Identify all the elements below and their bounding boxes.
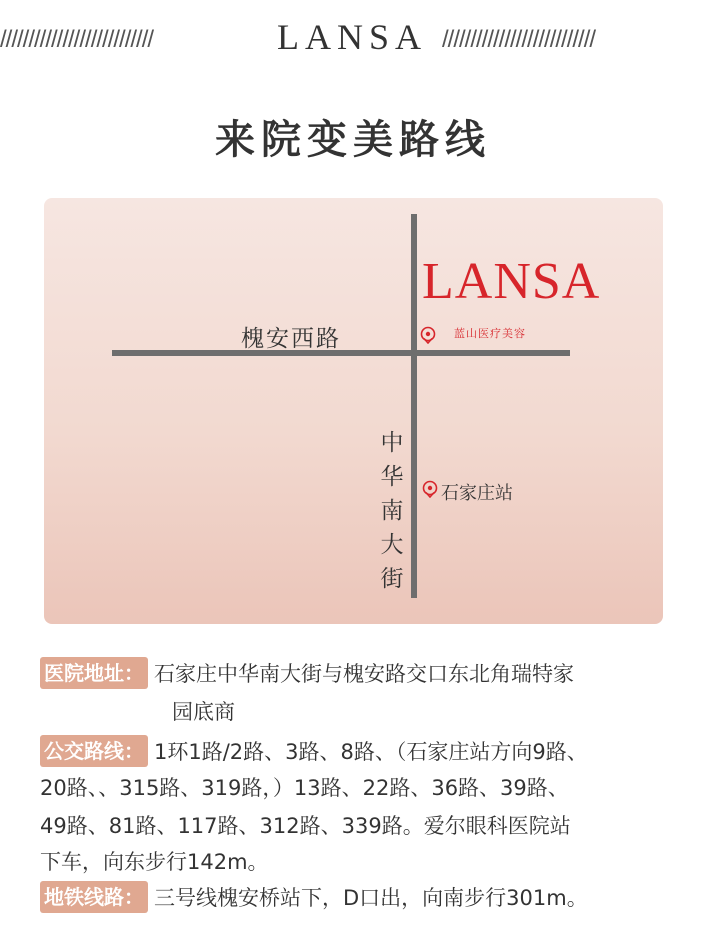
- bus-line-3: 49路、81路、117路、312路、339路。爱尔眼科医院站: [40, 814, 571, 838]
- hospital-logo-text: LANSA: [422, 253, 601, 310]
- subway-row: [40, 880, 588, 916]
- bus-row-3: [40, 808, 571, 844]
- bus-line-2: 20路、、315路、319路，）13路、22路、36路、39路、: [40, 776, 569, 800]
- address-row-2: [172, 694, 235, 730]
- route-map: [44, 198, 663, 624]
- bus-row-4: [40, 844, 269, 880]
- bus-line-1: 1环1路/2路、3路、8路、（石家庄站方向9路、: [154, 740, 588, 764]
- header-right-slashes: ///////////////////////////: [442, 26, 596, 53]
- bus-row: [40, 734, 588, 770]
- header-brand: LANSA: [276, 17, 427, 57]
- subway-tag: 地铁线路：: [40, 881, 148, 913]
- road-horizontal-line: [112, 350, 570, 356]
- header-left-slashes: ///////////////////////////: [0, 26, 154, 53]
- road-label-vertical: 中华南大街: [380, 430, 404, 592]
- bus-row-2: [40, 770, 569, 806]
- station-pin-icon: [421, 480, 439, 498]
- address-line-1: 石家庄中华南大街与槐安路交口东北角瑞特家: [154, 662, 574, 686]
- road-vertical-line: [411, 214, 417, 598]
- subway-line-1: 三号线槐安桥站下，D口出，向南步行301m。: [154, 886, 588, 910]
- road-label-horizontal: 槐安西路: [241, 326, 341, 352]
- hospital-logo-subtitle: 蓝山医疗美容: [454, 327, 526, 340]
- page-title: 来院变美路线: [215, 117, 491, 163]
- address-line-2: 园底商: [172, 700, 235, 724]
- address-row: [40, 656, 574, 692]
- station-label: 石家庄站: [441, 483, 513, 504]
- bus-tag: 公交路线：: [40, 735, 148, 767]
- location-pin-icon: [419, 326, 437, 344]
- address-tag: 医院地址：: [40, 657, 148, 689]
- bus-line-4: 下车，向东步行142m。: [40, 850, 269, 874]
- header-bar: [0, 14, 706, 60]
